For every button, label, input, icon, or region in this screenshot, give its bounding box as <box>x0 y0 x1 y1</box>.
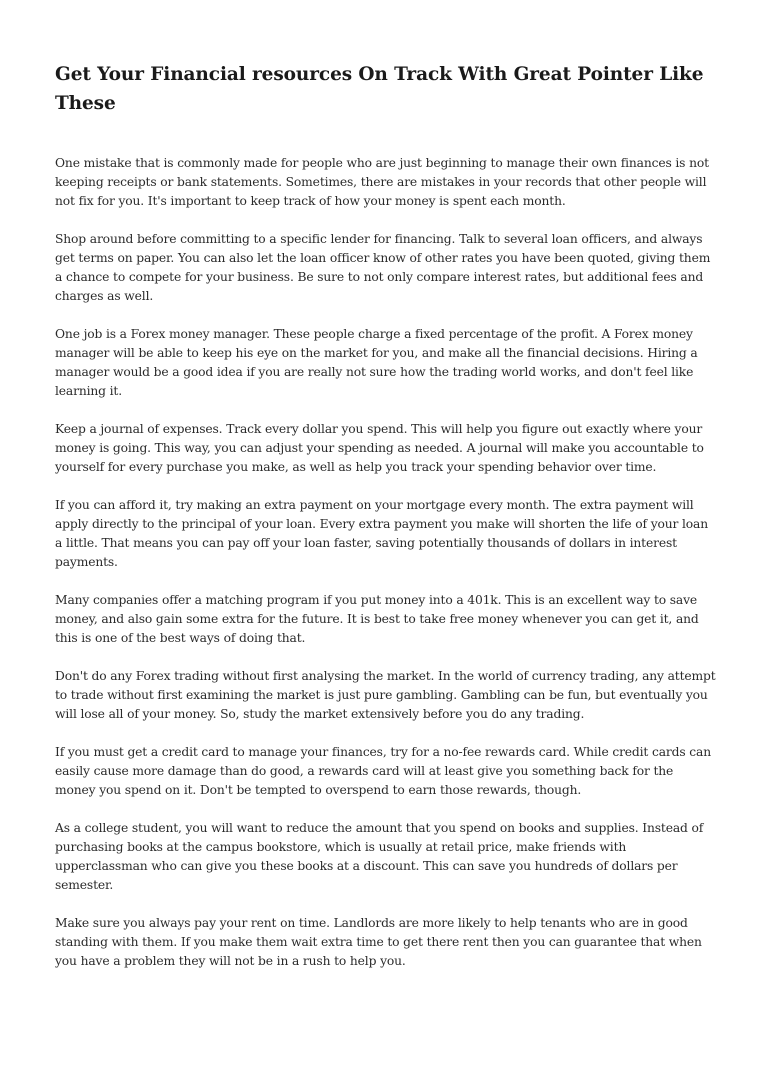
paragraph-credit-card: If you must get a credit card to manage your finances, try for a no-fee rewards card. While credit cards can easily cause more damage than do good, a rewards card will at least give you something back for the money you spend on it. Don't be tempted to overspend to earn those rewards, though. <box>55 745 711 797</box>
paragraph-college-books: As a college student, you will want to reduce the amount that you spend on books and supplies. Instead of purchasing books at the campus bookstore, which is usually at retail price, make friends with upperclassman who can give you these books at a discount. This can save you hundreds of dollars per semester. <box>55 821 704 892</box>
paragraph-rent: Make sure you always pay your rent on time. Landlords are more likely to help tenants who are in good standing with them. If you make them wait extra time to get there rent then you can guarantee that when you have a problem they will not be in a rush to help you. <box>55 916 702 968</box>
paragraph-forex-analysis: Don't do any Forex trading without first analysing the market. In the world of currency trading, any attempt to trade without first examining the market is just pure gambling. Gambling can be fun, but eventually you will lose all of your money. So, study the market extensively before you do any trading. <box>55 669 716 721</box>
paragraph-expense-journal: Keep a journal of expenses. Track every dollar you spend. This will help you figure out exactly where your money is going. This way, you can adjust your spending as needed. A journal will make you accountable to yourself for every purchase you make, as well as help you track your spending behavior over time. <box>55 422 704 474</box>
paragraph-forex-manager: One job is a Forex money manager. These people charge a fixed percentage of the profit. A Forex money manager will be able to keep his eye on the market for you, and make all the financial decisions. Hiring a manager would be a good idea if you are really not sure how the trading world works, and don't feel like learning it. <box>55 327 698 398</box>
document-title: Get Your Financial resources On Track With Great Pointer Like These <box>55 64 704 114</box>
paragraph-lender: Shop around before committing to a specific lender for financing. Talk to several loan officers, and always get terms on paper. You can also let the loan officer know of other rates you have been quoted, giving them a chance to compete for your business. Be sure to not only compare interest rates, but additional fees and charges as well. <box>55 232 711 303</box>
paragraph-401k: Many companies offer a matching program if you put money into a 401k. This is an excellent way to save money, and also gain some extra for the future. It is best to take free money whenever you can get it, and this is one of the best ways of doing that. <box>55 593 699 645</box>
paragraph-receipts: One mistake that is commonly made for people who are just beginning to manage their own finances is not keeping receipts or bank statements. Sometimes, there are mistakes in your records that other people will not fix for you. It's important to keep track of how your money is spent each month. <box>55 156 709 208</box>
paragraph-mortgage: If you can afford it, try making an extra payment on your mortgage every month. The extra payment will apply directly to the principal of your loan. Every extra payment you make will shorten the life of your loan a little. That means you can pay off your loan faster, saving potentially thousands of dollars in interest payments. <box>55 498 709 569</box>
